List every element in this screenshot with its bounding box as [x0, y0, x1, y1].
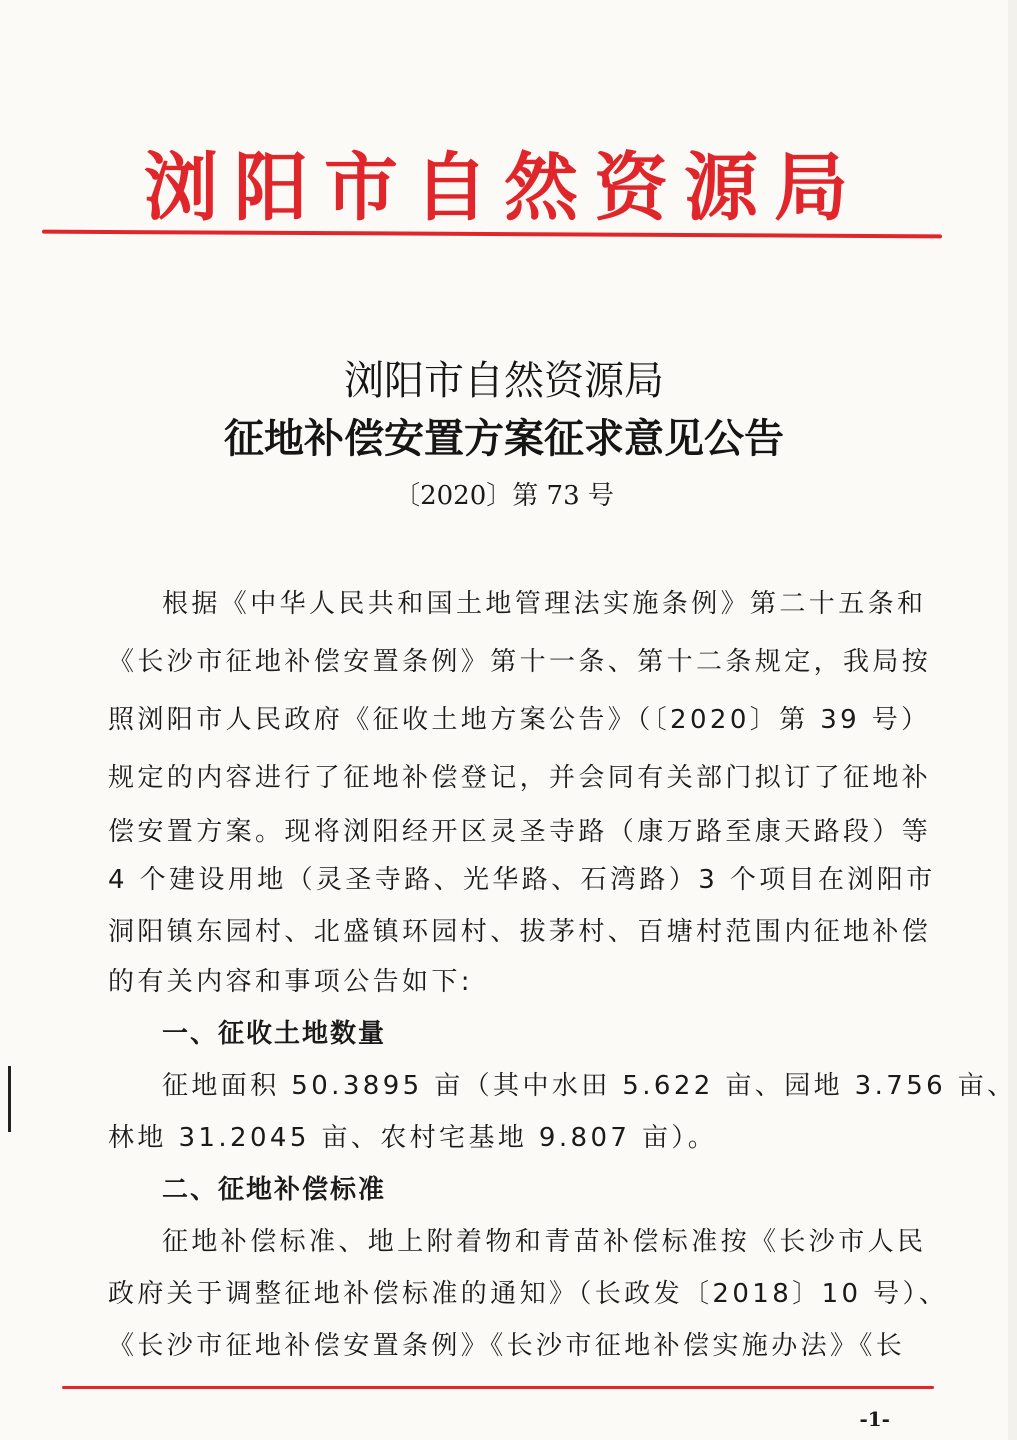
- margin-mark: [8, 1066, 11, 1132]
- footer-red-rule: [62, 1386, 934, 1389]
- document-number: 〔2020〕第 73 号: [394, 481, 614, 511]
- paragraph1-line: 规定的内容进行了征地补偿登记，并会同有关部门拟订了征地补: [108, 763, 932, 793]
- paragraph1-line: 根据《中华人民共和国土地管理法实施条例》第二十五条和: [162, 589, 927, 619]
- letterhead-agency-name: 浏阳市自然资源局: [144, 145, 864, 231]
- section1-heading: 一、征收土地数量: [162, 1019, 387, 1049]
- page-number: -1-: [859, 1407, 890, 1431]
- paragraph1-line: 洞阳镇东园村、北盛镇环园村、拔茅村、百塘村范围内征地补偿: [108, 917, 932, 947]
- section1-line: 征地面积 50.3895 亩（其中水田 5.622 亩、园地 3.756 亩、: [162, 1071, 1017, 1101]
- paragraph1-line: 的有关内容和事项公告如下:: [108, 967, 473, 997]
- paragraph1-line: 4 个建设用地（灵圣寺路、光华路、石湾路）3 个项目在浏阳市: [108, 865, 936, 895]
- paragraph1-line: 《长沙市征地补偿安置条例》第十一条、第十二条规定，我局按: [108, 647, 932, 677]
- section1-line: 林地 31.2045 亩、农村宅基地 9.807 亩）。: [108, 1123, 718, 1153]
- document-title-line-2: 征地补偿安置方案征求意见公告: [224, 415, 784, 462]
- section2-line: 征地补偿标准、地上附着物和青苗补偿标准按《长沙市人民: [162, 1227, 927, 1257]
- paragraph1-line: 偿安置方案。现将浏阳经开区灵圣寺路（康万路至康天路段）等: [108, 817, 932, 847]
- document-title-line-1: 浏阳市自然资源局: [344, 358, 664, 404]
- paragraph1-line: 照浏阳市人民政府《征收土地方案公告》（〔2020〕第 39 号）: [108, 705, 931, 735]
- section2-heading: 二、征地补偿标准: [162, 1175, 387, 1205]
- section2-line: 政府关于调整征地补偿标准的通知》（长政发〔2018〕10 号）、: [108, 1279, 949, 1309]
- section2-line: 《长沙市征地补偿安置条例》《长沙市征地补偿实施办法》《长: [108, 1331, 906, 1361]
